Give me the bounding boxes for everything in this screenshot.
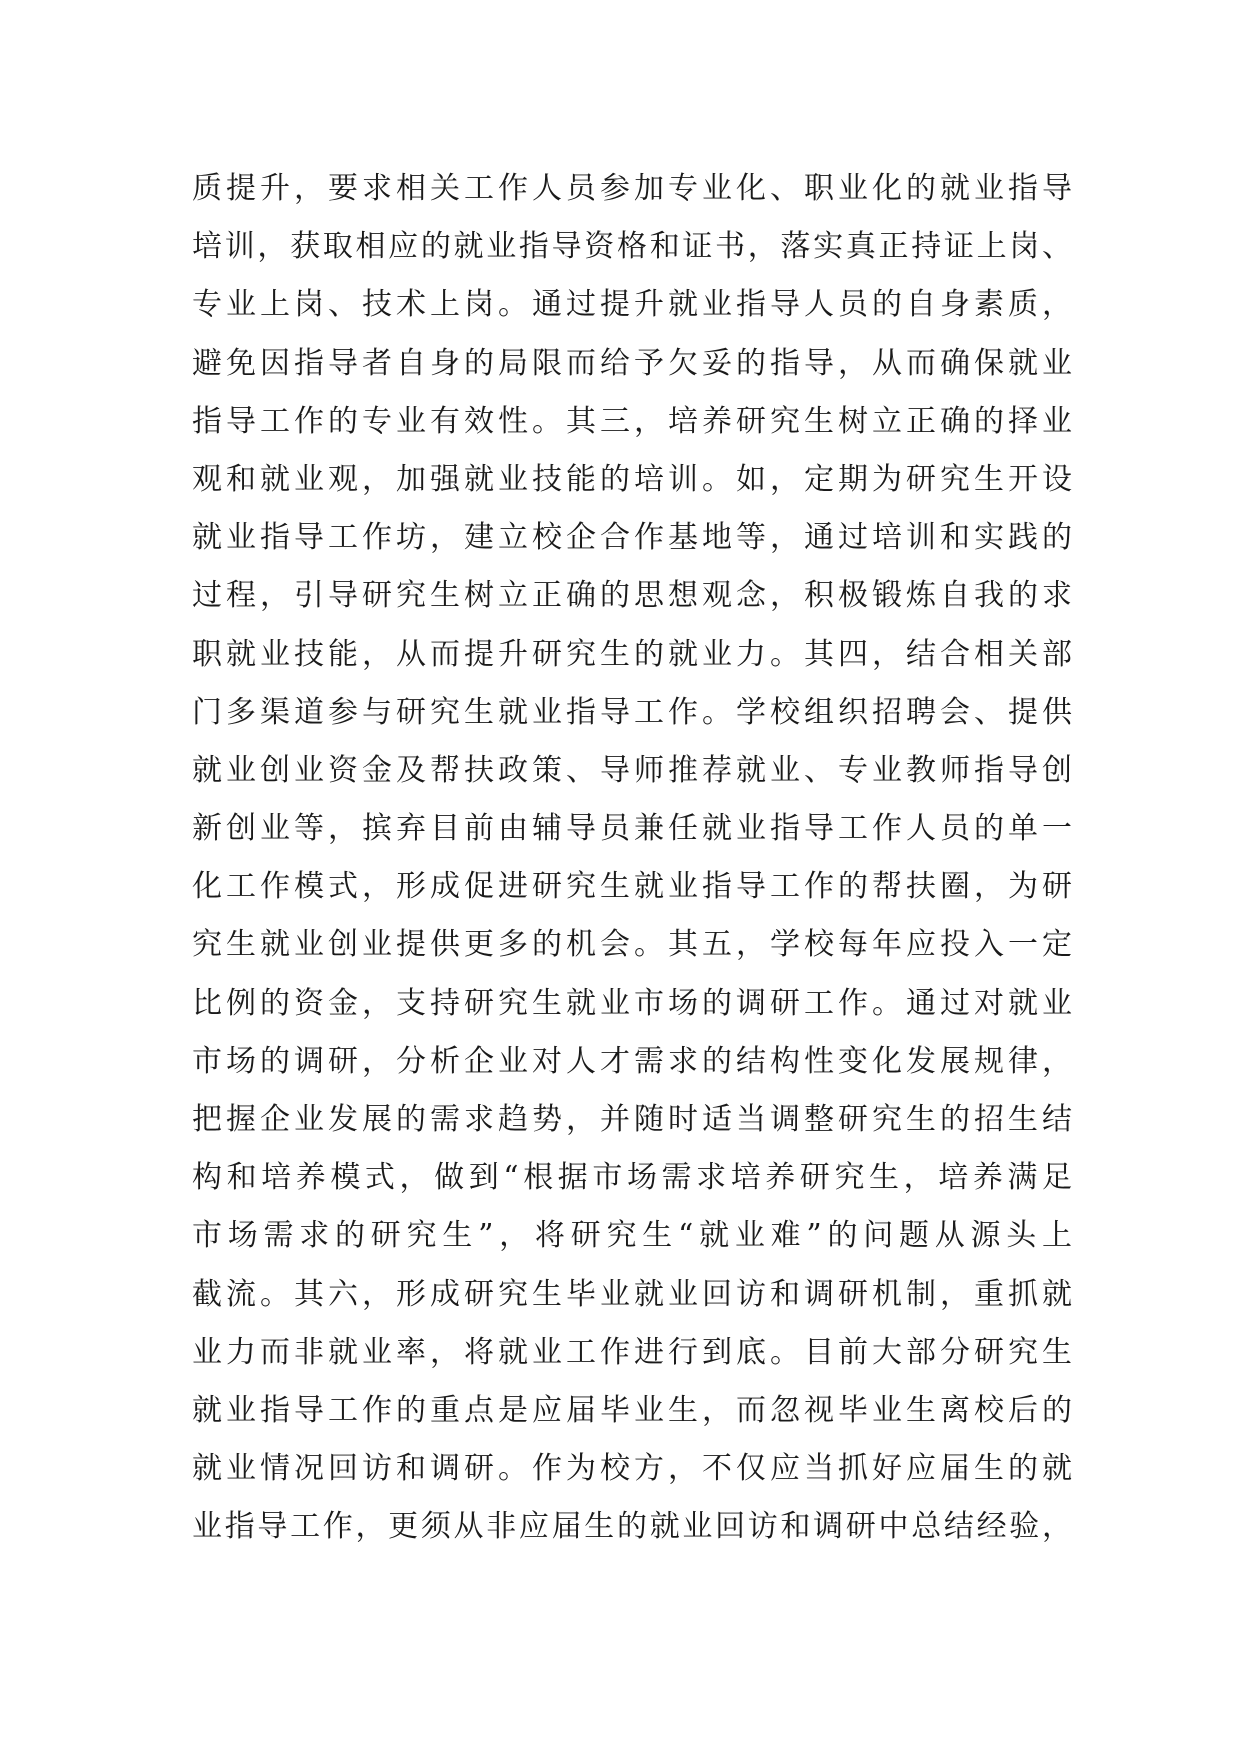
text-line: 构和培养模式，做到“根据市场需求培养研究生，培养满足 [192,1160,1072,1196]
body-text [192,160,1072,1557]
text-line: 就业指导工作的重点是应届毕业生，而忽视毕业生离校后的 [192,1392,1072,1428]
text-line: 职就业技能，从而提升研究生的就业力。其四，结合相关部 [192,636,1072,672]
text-line: 观和就业观，加强就业技能的培训。如，定期为研究生开设 [192,461,1072,497]
text-line: 业指导工作，更须从非应届生的就业回访和调研中总结经验， [192,1509,1072,1545]
text-line: 就业指导工作坊，建立校企合作基地等，通过培训和实践的 [192,520,1072,556]
text-line: 门多渠道参与研究生就业指导工作。学校组织招聘会、提供 [192,694,1072,730]
text-line: 比例的资金，支持研究生就业市场的调研工作。通过对就业 [192,985,1072,1021]
text-line: 避免因指导者自身的局限而给予欠妥的指导，从而确保就业 [192,345,1072,381]
text-line: 究生就业创业提供更多的机会。其五，学校每年应投入一定 [192,927,1072,963]
text-line: 指导工作的专业有效性。其三，培养研究生树立正确的择业 [192,403,1072,439]
text-line: 业力而非就业率，将就业工作进行到底。目前大部分研究生 [192,1334,1072,1370]
text-line: 专业上岗、技术上岗。通过提升就业指导人员的自身素质， [192,287,1072,323]
text-line: 市场需求的研究生”，将研究生“就业难”的问题从源头上 [192,1218,1072,1254]
text-line: 市场的调研，分析企业对人才需求的结构性变化发展规律， [192,1043,1072,1079]
text-line: 就业创业资金及帮扶政策、导师推荐就业、专业教师指导创 [192,752,1072,788]
text-line: 新创业等，摈弃目前由辅导员兼任就业指导工作人员的单一 [192,811,1072,847]
text-line: 过程，引导研究生树立正确的思想观念，积极锻炼自我的求 [192,578,1072,614]
text-line: 就业情况回访和调研。作为校方，不仅应当抓好应届生的就 [192,1451,1072,1487]
text-line: 截流。其六，形成研究生毕业就业回访和调研机制，重抓就 [192,1276,1072,1312]
text-line: 培训，获取相应的就业指导资格和证书，落实真正持证上岗、 [192,229,1072,265]
text-line: 把握企业发展的需求趋势，并随时适当调整研究生的招生结 [192,1102,1072,1137]
text-line: 化工作模式，形成促进研究生就业指导工作的帮扶圈，为研 [192,869,1072,905]
text-line: 质提升，要求相关工作人员参加专业化、职业化的就业指导 [192,171,1072,206]
